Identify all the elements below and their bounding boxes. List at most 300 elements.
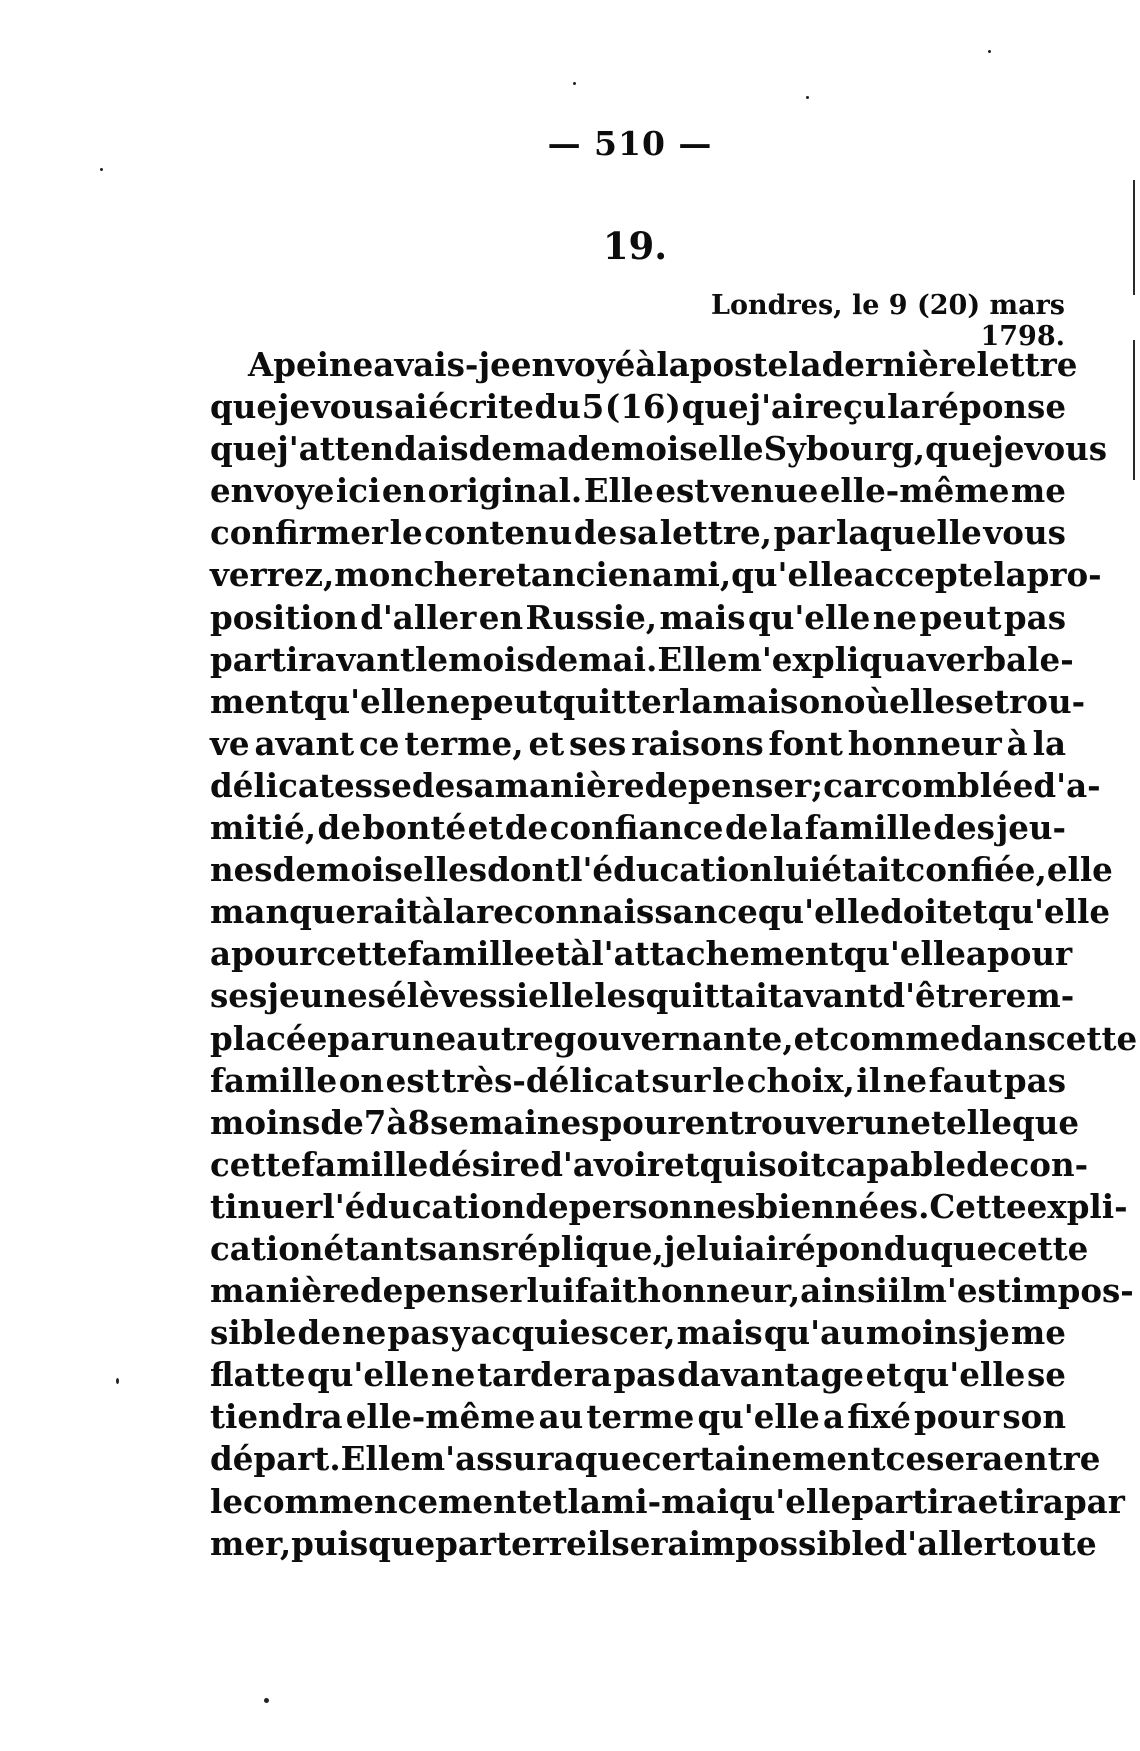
word: et (977, 1481, 1014, 1521)
word: autre (456, 1018, 554, 1058)
word: terme, (404, 723, 524, 763)
word: accepte (853, 555, 994, 595)
word: la (567, 1481, 601, 1521)
word: penser (403, 1271, 527, 1311)
word: davantage (677, 1355, 864, 1395)
word: sera (611, 1523, 689, 1563)
word: cette (210, 1144, 302, 1184)
word: et (534, 934, 571, 974)
word: reconnaissance (476, 892, 758, 932)
word: entre (1003, 1439, 1101, 1479)
word: de (525, 1186, 569, 1226)
word: élèves (385, 976, 498, 1016)
word: reçu (805, 387, 887, 427)
text-line (210, 933, 1073, 975)
word: honneur, (637, 1271, 801, 1311)
word: de (724, 808, 769, 848)
word: position (210, 597, 358, 637)
word: et (951, 892, 988, 932)
word: jeunes (267, 976, 386, 1016)
word: famille (210, 1060, 338, 1100)
word: quittait (645, 976, 783, 1016)
word: j'ai (749, 387, 805, 427)
word: mon (334, 555, 414, 595)
word: jeu- (996, 808, 1066, 848)
word: avant (782, 976, 883, 1016)
word: faut (928, 1060, 1003, 1100)
word: vous (983, 513, 1066, 553)
text-line (210, 1354, 1066, 1396)
word: telle (930, 1102, 1013, 1142)
letter-number: 19. (602, 224, 668, 268)
word: con- (1009, 1144, 1089, 1184)
word: départ. (210, 1439, 341, 1479)
word: toute (1000, 1523, 1097, 1563)
word: comblée (881, 765, 1034, 805)
word: par (435, 1523, 497, 1563)
word: confirmer (210, 513, 389, 553)
word: la (788, 345, 822, 384)
word: par (773, 513, 835, 553)
word: ses (210, 976, 268, 1016)
word: avant (315, 639, 416, 679)
word: avant (254, 723, 355, 763)
word: cation (210, 1228, 324, 1268)
word: gouvernante, (553, 1018, 794, 1058)
word: qu'elle (843, 934, 966, 974)
word: et (467, 808, 504, 848)
word: elle (889, 681, 956, 721)
word: qu'elle (902, 1355, 1026, 1395)
word: peine (273, 345, 374, 384)
word: sera (926, 1439, 1004, 1479)
word: pour (986, 934, 1073, 974)
word: ce (359, 723, 400, 763)
word: honneur (847, 723, 1002, 763)
word: m'expliqua (727, 639, 927, 679)
dateline: Londres, le 9 (20) mars 1798. (711, 290, 1065, 352)
word: terre (496, 1523, 587, 1563)
word: pas (1003, 597, 1066, 637)
word: je (277, 387, 311, 427)
word: impossible (688, 1523, 885, 1563)
word: trouver (728, 1102, 864, 1142)
word: ami, (652, 555, 732, 595)
word: je (663, 1228, 697, 1268)
word: mais (676, 1313, 763, 1353)
word: et (495, 555, 531, 595)
word: l'éducation (322, 1186, 526, 1226)
text-line (210, 891, 1110, 933)
word: bien (755, 1186, 835, 1226)
word: y (450, 1313, 470, 1353)
word: ne (872, 597, 918, 637)
word: en (684, 1102, 729, 1142)
word: à (386, 1102, 408, 1142)
word: cette (316, 934, 408, 974)
word: se (955, 681, 995, 721)
word: qu'elle (303, 681, 427, 721)
word: verbale- (926, 639, 1074, 679)
text-line (210, 1481, 1125, 1523)
word: vous (1024, 429, 1108, 469)
word: que (930, 1228, 998, 1268)
word: peut (919, 597, 1002, 637)
word: me (1010, 1313, 1066, 1353)
word: acquiescer, (470, 1313, 676, 1353)
word: sans (418, 1228, 501, 1268)
word: tardera (476, 1355, 612, 1395)
word: qu'au (763, 1313, 865, 1353)
word: son (1002, 1397, 1066, 1437)
word: ve (210, 723, 250, 763)
word: qu'elle (728, 1481, 852, 1521)
word: mi-mai (600, 1481, 729, 1521)
word: d'aller (884, 1523, 1001, 1563)
word: elle (528, 976, 595, 1016)
word: de (320, 1102, 364, 1142)
word: étant (323, 1228, 419, 1268)
word: fait (574, 1271, 638, 1311)
word: lettre (976, 345, 1078, 384)
word: certainement (641, 1439, 886, 1479)
word: moins (210, 1102, 321, 1142)
word: que (574, 1439, 642, 1479)
text-line (210, 975, 1075, 1017)
text-line (210, 1438, 1101, 1480)
word: en (478, 597, 524, 637)
word: famille (804, 808, 932, 848)
text-line (210, 1312, 1066, 1354)
word: nes (210, 850, 273, 890)
word: au (538, 1397, 584, 1437)
word: ne (882, 1060, 928, 1100)
word: ai (744, 1228, 778, 1268)
word: si (497, 976, 529, 1016)
word: bonté (362, 808, 467, 848)
text-line (210, 1144, 1089, 1186)
text-line (210, 639, 1074, 681)
word: flatte (210, 1355, 306, 1395)
word: une (388, 1018, 457, 1058)
text-line (210, 1270, 1134, 1312)
word: dans (960, 1018, 1047, 1058)
text-line (210, 1228, 1089, 1270)
word: sible (210, 1313, 297, 1353)
word: et (528, 723, 565, 763)
word: manière (494, 765, 645, 805)
word: désire (428, 1144, 541, 1184)
word: qui (699, 1144, 759, 1184)
word: dernière (821, 345, 977, 384)
word: partira (851, 1481, 978, 1521)
word: poste (689, 345, 789, 384)
word: des (933, 808, 995, 848)
word: de (534, 639, 579, 679)
word: je (977, 1313, 1010, 1353)
text-line (210, 681, 1086, 723)
word: en (381, 471, 427, 511)
page-number: — 510 — (547, 124, 713, 163)
word: tinuer (210, 1186, 323, 1226)
word: (16) (604, 387, 681, 427)
word: confiance (549, 808, 724, 848)
word: de (966, 1144, 1010, 1184)
word: a (822, 1397, 845, 1437)
word: tiendra (210, 1397, 343, 1437)
text-line (210, 344, 1078, 386)
word: j'attendais (277, 429, 469, 469)
word: la (442, 892, 477, 932)
word: puisque (291, 1523, 436, 1563)
word: ne (341, 1313, 387, 1353)
text-line (210, 765, 1101, 807)
word: capable (825, 1144, 967, 1184)
word: il (887, 1271, 913, 1311)
word: à (421, 892, 443, 932)
word: il (856, 1060, 882, 1100)
word: à (570, 934, 592, 974)
word: Elle (657, 639, 728, 679)
word: lui (526, 1271, 575, 1311)
word: pour (914, 1397, 1000, 1437)
word: cher (413, 555, 496, 595)
word: Russie, (525, 597, 658, 637)
scan-edge-line (1133, 180, 1135, 295)
word: ce (885, 1439, 927, 1479)
word: et (663, 1144, 700, 1184)
word: lui (696, 1228, 745, 1268)
word: Elle (583, 471, 654, 511)
word: mademoiselle (511, 429, 764, 469)
word: que (1012, 1102, 1080, 1142)
word: la (769, 808, 804, 848)
word: et (865, 1355, 902, 1395)
word: manière (210, 1271, 360, 1311)
word: qu'elle (307, 1355, 430, 1395)
word: ici (335, 471, 381, 511)
word: réplique, (500, 1228, 664, 1268)
word: raisons (631, 723, 764, 763)
word: ment (210, 681, 304, 721)
word: écrite (428, 387, 534, 427)
word: vous (310, 387, 394, 427)
word: est (385, 1060, 440, 1100)
word: lui (772, 850, 822, 890)
word: commencement (243, 1481, 532, 1521)
word: le (210, 1481, 244, 1521)
word: elle (1046, 850, 1113, 890)
word: de (297, 1313, 341, 1353)
word: ira (1013, 1481, 1064, 1521)
word: semaines (430, 1102, 600, 1142)
word: manquerait (210, 892, 422, 932)
word: mer, (210, 1523, 292, 1563)
word: où (843, 681, 890, 721)
word: de (317, 808, 361, 848)
word: le (712, 1060, 746, 1100)
word: moins (865, 1313, 977, 1353)
word: fixé (847, 1397, 911, 1437)
word: choix, (746, 1060, 855, 1100)
word: l'éducation (570, 850, 773, 890)
word: à (1006, 723, 1028, 763)
word: cette (997, 1228, 1089, 1268)
word: A (248, 345, 274, 384)
word: me (1010, 471, 1066, 511)
word: contenu (424, 513, 573, 553)
text-line (210, 1018, 1138, 1060)
word: que (681, 387, 749, 427)
word: elle-même (345, 1397, 536, 1437)
word: car (823, 765, 882, 805)
word: une (863, 1102, 931, 1142)
word: est (655, 471, 710, 511)
word: a (965, 934, 987, 974)
word: très-délicat (441, 1060, 650, 1100)
text-line (210, 597, 1066, 639)
word: placée (210, 1018, 328, 1058)
text-line (210, 1396, 1066, 1438)
word: rem- (988, 976, 1075, 1016)
word: lettre, (659, 513, 772, 553)
word: qu'elle (731, 555, 854, 595)
word: répondu (777, 1228, 931, 1268)
word: 5 (581, 387, 605, 427)
word: se (1026, 1355, 1066, 1395)
text-line (210, 807, 1066, 849)
word: avais-je (373, 345, 511, 384)
word: Elle (340, 1439, 411, 1479)
word: venue (710, 471, 819, 511)
word: à (635, 345, 657, 384)
text-line (210, 470, 1066, 512)
text-line (210, 849, 1113, 891)
word: terme (586, 1397, 695, 1437)
word: original. (427, 471, 583, 511)
word: famille (301, 1144, 429, 1184)
word: mai. (578, 639, 658, 679)
word: du (534, 387, 581, 427)
text-line (210, 428, 1108, 470)
word: Cette (929, 1186, 1027, 1226)
word: de (504, 808, 549, 848)
word: soit (758, 1144, 826, 1184)
word: quitter (552, 681, 679, 721)
word: la (656, 345, 690, 384)
word: les (594, 976, 646, 1016)
word: m'assura (410, 1439, 575, 1479)
word: envoyé (510, 345, 636, 384)
word: mois (448, 639, 535, 679)
word: et (531, 1481, 568, 1521)
word: ne (426, 681, 471, 721)
word: pro- (1026, 555, 1102, 595)
word: maison (712, 681, 844, 721)
word: nées. (834, 1186, 930, 1226)
word: pour (231, 934, 317, 974)
word: mais (659, 597, 746, 637)
word: le (389, 513, 423, 553)
word: qu'elle (757, 892, 881, 932)
text-line (210, 1060, 1066, 1102)
word: de (411, 765, 456, 805)
word: demoiselles (272, 850, 488, 890)
text-line (210, 1102, 1080, 1144)
word: de (359, 1271, 404, 1311)
word: ainsi (800, 1271, 888, 1311)
word: confiée, (905, 850, 1047, 890)
word: la (993, 555, 1027, 595)
word: doit (880, 892, 952, 932)
word: envoye (210, 471, 335, 511)
word: verrez, (210, 555, 335, 595)
word: il (586, 1523, 612, 1563)
word: était (821, 850, 906, 890)
word: que (925, 429, 993, 469)
word: personnes (568, 1186, 756, 1226)
word: que (210, 429, 278, 469)
text-line (210, 386, 1066, 428)
word: m'est (912, 1271, 1011, 1311)
word: 7 (363, 1102, 387, 1142)
scan-edge-line (1133, 340, 1135, 480)
word: et (793, 1018, 830, 1058)
word: qu'elle (697, 1397, 820, 1437)
word: dont (487, 850, 571, 890)
word: sa (618, 513, 659, 553)
word: la (887, 387, 921, 427)
word: pas (613, 1355, 676, 1395)
text-line (210, 554, 1102, 596)
word: de (573, 513, 618, 553)
word: a (210, 934, 232, 974)
word: impos- (1010, 1271, 1134, 1311)
word: sa (455, 765, 495, 805)
word: de (468, 429, 512, 469)
word: ses (569, 723, 627, 763)
word: d'être (882, 976, 989, 1016)
word: ne (431, 1355, 476, 1395)
word: qu'elle (747, 597, 871, 637)
word: partir (210, 639, 316, 679)
letter-body (210, 344, 1138, 1565)
word: famille (407, 934, 535, 974)
word: la (1032, 723, 1066, 763)
word: sur (651, 1060, 711, 1100)
word: le (415, 639, 449, 679)
word: cette (1046, 1018, 1138, 1058)
word: réponse (921, 387, 1066, 427)
word: qu'elle (987, 892, 1110, 932)
word: je (992, 429, 1025, 469)
word: la (678, 681, 713, 721)
word: pour (599, 1102, 685, 1142)
word: que (210, 387, 278, 427)
word: trou- (994, 681, 1086, 721)
word: d'aller (360, 597, 477, 637)
word: ai (394, 387, 428, 427)
text-line (210, 723, 1066, 765)
word: l'attachement (591, 934, 844, 974)
word: d'a- (1033, 765, 1101, 805)
word: d'avoir (540, 1144, 664, 1184)
word: Sybourg, (763, 429, 926, 469)
word: font (768, 723, 843, 763)
word: pas (1003, 1060, 1066, 1100)
word: penser; (687, 765, 824, 805)
word: on (338, 1060, 385, 1100)
